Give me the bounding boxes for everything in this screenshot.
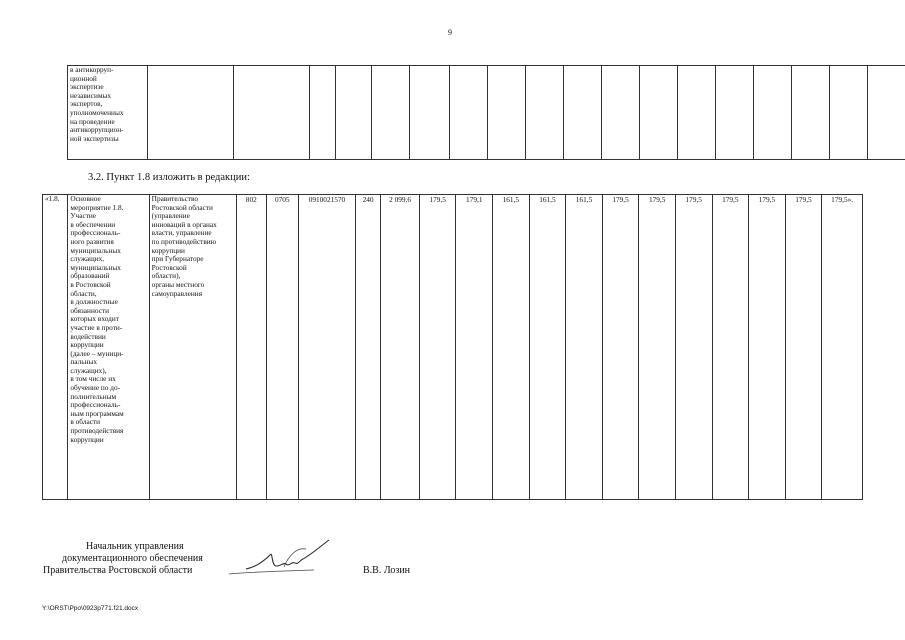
signature-title-line1: Начальник управления — [86, 541, 184, 552]
item-1-8-table — [42, 194, 863, 500]
signatory-name: В.В. Лозин — [363, 565, 411, 576]
year-value: 179,5 — [749, 195, 786, 500]
table-cell — [754, 66, 792, 160]
item-name: Основное мероприятие 1.8. Участие в обеспечении профессиональ- ного развития муниципальных служащих, муниципальных образований в Ростовской области, в должностные обязанности которых входит участие в проти- водействии коррупции (далее – муници- пальных служащих), в том числе их обучение по до- полнительным профессиональ- ным программам в области противодействия коррупции — [68, 195, 149, 500]
year-value: 179,1 — [456, 195, 493, 500]
table-cell — [868, 66, 905, 160]
year-value: 179,5». — [822, 195, 863, 500]
signature-title-line2: документационного обеспечения — [62, 553, 203, 564]
table-cell — [678, 66, 716, 160]
table-cell — [640, 66, 678, 160]
table-cell — [792, 66, 830, 160]
year-value: 179,5 — [785, 195, 822, 500]
continuation-cell: в антикорруп- ционной экспертизе независимых экспертов, уполномоченных на проведение антикоррупцион- ной экспертизы — [68, 66, 148, 160]
csr-code: 0910021570 — [299, 195, 356, 500]
handwritten-signature — [226, 537, 336, 583]
table-cell — [336, 66, 372, 160]
year-value: 161,5 — [566, 195, 603, 500]
page-number: 9 — [448, 28, 452, 37]
signature-title-line3: Правительства Ростовской области — [43, 565, 193, 576]
item-executor: Правительство Ростовской области (управление инноваций в органах власти, управление по противодействию коррупции при Губернаторе Ростовской области), органы местного самоуправления — [149, 195, 236, 500]
item-number: «1.8. — [43, 195, 68, 500]
table-cell — [488, 66, 526, 160]
table-cell — [830, 66, 868, 160]
year-value: 179,5 — [419, 195, 456, 500]
table-cell — [372, 66, 410, 160]
table-cell — [410, 66, 450, 160]
table-cell — [450, 66, 488, 160]
grbs-code: 802 — [237, 195, 266, 500]
table-cell — [148, 66, 234, 160]
rzpr-code: 0705 — [266, 195, 299, 500]
file-path: Y:\ORST\Ppo\0923p771.f21.docx — [42, 605, 139, 612]
table-cell — [310, 66, 336, 160]
year-value: 179,5 — [602, 195, 639, 500]
year-value: 179,5 — [712, 195, 749, 500]
section-heading: 3.2. Пункт 1.8 изложить в редакции: — [88, 172, 250, 183]
year-value: 179,5 — [675, 195, 712, 500]
vr-code: 240 — [355, 195, 380, 500]
table-cell — [716, 66, 754, 160]
total-value: 2 099,6 — [381, 195, 420, 500]
table-cell — [602, 66, 640, 160]
continuation-table — [67, 65, 905, 160]
table-cell — [234, 66, 310, 160]
table-cell — [564, 66, 602, 160]
year-value: 161,5 — [493, 195, 530, 500]
table-cell — [526, 66, 564, 160]
year-value: 179,5 — [639, 195, 676, 500]
year-value: 161,5 — [529, 195, 566, 500]
